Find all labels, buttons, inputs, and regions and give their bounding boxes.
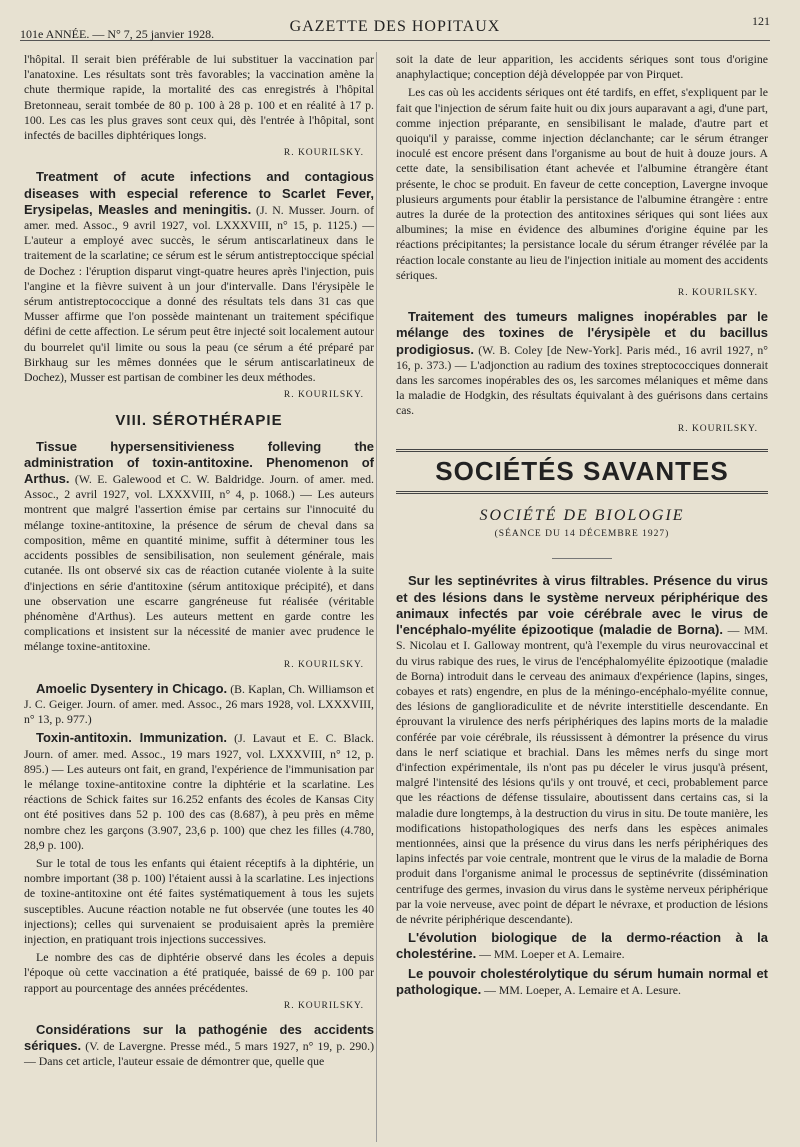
article-title: L'évolution biologique de la dermo-réaction à la cholestérine.: [396, 930, 768, 962]
column-divider: [376, 52, 377, 1142]
signature: R. KOURILSKY.: [283, 659, 364, 670]
signature: R. KOURILSKY.: [283, 390, 364, 401]
article-immunization: [24, 730, 374, 1014]
article-reference: (B. Kaplan, Ch. Williamson et J. C. Geiger. Journ. of amer. med. Assoc., 26 mars 1928, vol. LXXXVIII, n° 13, p. 977.): [24, 681, 374, 727]
article-scarlet-fever: [24, 169, 374, 403]
issue-info: 101e ANNÉE. — N° 7, 25 janvier 1928.: [20, 27, 215, 41]
article-serum-accidents: [24, 1022, 374, 1070]
article-reference: (J. N. Musser. Journ. of amer. med. Assoc., 9 avril 1927, vol. LXXXVIII, n° 15, p. 1125.) —: [24, 202, 375, 233]
article-authors: — MM. Loeper et A. Lemaire.: [479, 947, 625, 962]
article-authors: — MM. S. Nicolau et I. Galloway: [396, 623, 768, 653]
article-reference: (J. Lavaut et E. C. Black. Journ. of amer. med. Assoc., 19 mars 1927, vol. LXXXVIII, n° 12, p. 895.) —: [24, 731, 374, 776]
page-number: 121: [752, 14, 770, 28]
short-rule: [552, 558, 612, 559]
article-title: Amoelic Dysentery in Chicago.: [36, 680, 228, 696]
article-tumors: [396, 309, 768, 437]
left-column: [24, 52, 374, 1073]
continued-text: soit la date de leur apparition, les accidents sériques sont tous d'origine anaphylactique; conception déjà développée par von Pirquet.: [396, 52, 768, 82]
signature: R. KOURILSKY.: [283, 1000, 364, 1011]
section-heading: VIII. SÉROTHÉRAPIE: [115, 412, 283, 430]
societies-banner: SOCIÉTÉS SAVANTES: [396, 449, 768, 494]
article-borna: [396, 573, 768, 927]
article-body: Sur le total de tous les enfants qui étaient réceptifs à la diphtérie, un nombre important (38 p. 100) l'étaient aussi à la scarlatine. Les injections de toxine-antitoxine ont été faites systématiquement à tous les sujets susceptibles. Aucune réaction notable ne fut observée (une toutes les 40 injections); celles qui survenaient se produisaient après la première injection, en pratiquant trois injections successives.: [24, 855, 374, 946]
article-authors: — MM. Loeper, A. Lemaire et A. Lesure.: [484, 982, 681, 997]
article-title: Considérations sur la pathogénie des accidents sériques.: [24, 1021, 374, 1054]
article-body: L'auteur a employé avec succès, le sérum antiscarlatineux dans le traitement de la scarlatine; ce sérum est le sérum antistreptoccique spécial de Dochez : l'éruption disparut vingt-quatre heures après l'injection, puis l'angine et la fièvre suivent à un jour d'intervalle. Dans l'érysipèle le sérum antistreptococcique a donné des résultats tels dans 31 cas que Musser affirme que l'on possède maintenant un traitement spécifique défini de cette affection. Le sérum peut être injecté soit localement autour du bourrelet qu'il limite ou sous la peau (ce sérum a été préparé par Birkhaug sur les mêmes données que le sérum antiscarlatineux de Dochez), Musser est partisan de combiner les deux méthodes.: [24, 233, 374, 385]
signature: R. KOURILSKY.: [677, 288, 758, 299]
article-dysentery: [24, 681, 374, 728]
article-title: Treatment of acute infections and contagious diseases with especial reference to Scarlet Fever, Erysipelas, Measles and meningitis.: [24, 169, 374, 217]
article-reference: (V. de Lavergne. Presse méd., 5 mars 1927, n° 19, p. 290.) —: [24, 1039, 375, 1069]
continued-text: Les cas où les accidents sériques ont été tardifs, en effet, s'expliquent par le fait que l'injection de sérum faite huit ou dix jours auparavant a agi, d'une part, comme injection préparante, en sensibilisant le malade, d'autre part et quoiqu'il y paraisse, comme injection déclanchante; car le sérum étranger inoculé est encore présent dans l'organisme au bout de huit à douze jours. A cette date, la sensibilisation étant achevée et l'albumine étrangère étant présente, le choc se produit. En faveur de cette conception, Lavergne invoque plusieurs arguments pour établir la persistance de l'albumine étrangère : entre autres la durée de la protection des antitoxines sériques qui sont liées aux albumines; la mise en évidence des albumines d'origine équine par les réactions précipitantes; la persistance locale du sérum étranger révélée par la réaction locale constante au lieu de l'injection initiale au moment des accidents sériques.: [396, 85, 768, 282]
article-body: L'adjonction au radium des toxines streptococciques donnerait dans les sarcomes inopérables des os, les sarcomes mélaniques et même dans la maladie de Hodgkin, des résultats équivalant à des guérisons dans certains cas.: [396, 357, 769, 418]
article-body: Les auteurs ont fait, en grand, l'expérience de l'immunisation par le mélange toxine-antitoxine contre la diphtérie et la scarlatine. Les réactions de Schick faites sur 16.252 enfants des écoles de Kansas City ont été positives dans 52 p. 100 des cas (8.687), à peu près en même nombre chez les garçons (3.907, 23,6 p. 100) que chez les filles (4.780, 28,9 p. 100).: [24, 761, 374, 852]
article-body: Le nombre des cas de diphtérie observé dans les écoles a depuis l'époque où cette vaccination a été pratiquée, baissé de 69 p. 100 par rapport au pourcentage des années précédentes.: [24, 950, 374, 995]
article-title: Tissue hypersensitivieness folleving the administration of toxin-antitoxine. Phenomenon of Arthus.: [24, 438, 374, 487]
article-cholesterolytic: [396, 966, 768, 998]
article-reference: (W. B. Coley [de New-York]. Paris méd., 16 avril 1927, n° 16, p. 373.) —: [396, 342, 768, 372]
signature: R. KOURILSKY.: [677, 423, 758, 434]
right-column: [396, 52, 768, 1001]
society-name: SOCIÉTÉ DE BIOLOGIE: [479, 507, 685, 525]
article-body: montrent, qu'à l'exemple du virus neurovaccinal et du virus rabique des rues, le virus de l'encéphalomyélite épizootique (maladie de Borna) introduit dans le cerveau des animaux d'expérience (lapins, singes, cobayes et rats) engendre, en plus de la méningo-encéphalo-myélite connue, des lésions de ganglioradiculite et de névrite interstitielle descendante. En éprouvant la virulence des nerfs périphériques des lapins morts de la maladie conférée par voie cérébrale, ils réussissent à démontrer la présence du virus dans le nerf sciatique et brachial. Dans les mêmes nerfs du singe mort d'infection expérimentale, ils n'ont pas pu déceler le virus jusqu'à présent, malgré l'intensité des lésions qu'ils y ont trouvé, et ceci, probablement parce que les réactions de défense tissulaire, aboutissent dans certains cas, si la maladie dure longtemps, à la destruction du virus in situ. De toute manière, les modifications histopathologiques des nerfs dans les espèces animales mentionnées, ainsi que la présence du virus dans les nerfs périphériques des lapins infectés par voie centrale, montrent que le virus de la maladie de Borna produit dans l'organisme animal le processus de septinévrite (dissémination centrifuge des germes, invasion du virus dans le système nerveux périphérique par la voie nerveuse, avec point de départ le névraxe, et production de lésions de névrite périphérique descendante).: [396, 638, 769, 926]
signature: R. KOURILSKY.: [283, 148, 364, 159]
article-dermo-reaction: [396, 930, 768, 962]
page-header: [20, 14, 770, 41]
article-title: Traitement des tumeurs malignes inopérables par le mélange des toxines de l'érysipèle et du bacillus prodigiosus.: [396, 309, 768, 357]
intro-paragraph: l'hôpital. Il serait bien préférable de lui substituer la vaccination par l'anatoxine. Les résultats sont très favorables; la vaccination amène la chute thermique rapide, la mortalité des cas enregistrés à l'hôpital Bretonneau, serait tombée de 80 p. 100 à 28 p. 100 et en réalité à 17 p. 100. Les cas les plus graves sont ceux qui, dès l'entrée à l'hôpital, sont infectés de bacilles diphtériques longs.: [24, 52, 374, 143]
article-title: Le pouvoir cholestérolytique du sérum humain normal et pathologique.: [396, 965, 768, 997]
article-arthus: [24, 439, 374, 673]
article-body: Les auteurs montrent que malgré l'assertion émise par certains sur l'innocuité du mélange toxine-antitoxine, la présence de sérum de cheval dans sa composition, même en quantité minime, suffit à déterminer tous les accidents possibles de sensibilisation, non seulement générale, mais cutanée. Ils ont observé six cas de réaction cutanée violente à la suite d'injections en série d'antitoxine (sérum antitoxique précipité), et dans une observation une escarre gangréneuse fut réalisée (véritable phénomène d'Arthus). Les auteurs mettent en garde contre les complications et insistent sur la nécessité de manier avec prudence le mélange toxine-antitoxine.: [24, 487, 374, 654]
article-reference: (W. E. Galewood et C. W. Baldridge. Journ. of amer. med. Assoc., 2 avril 1927, vol. LXXXVIII, n° 4, p. 1068.) —: [24, 472, 374, 502]
article-body: Dans cet article, l'auteur essaie de démontrer que, quelle que: [38, 1054, 325, 1069]
article-title: Sur les septinévrites à virus filtrables. Présence du virus et des lésions dans le système nerveux périphérique des animaux infectés par voie cérébrale avec le virus de l'encéphalo-myélite épizootique (maladie de Borna).: [396, 573, 768, 638]
session-date: (SÉANCE DU 14 DÉCEMBRE 1927): [494, 529, 670, 540]
article-title: Toxin-antitoxin. Immunization.: [36, 730, 227, 746]
journal-title: GAZETTE DES HOPITAUX: [289, 18, 501, 35]
